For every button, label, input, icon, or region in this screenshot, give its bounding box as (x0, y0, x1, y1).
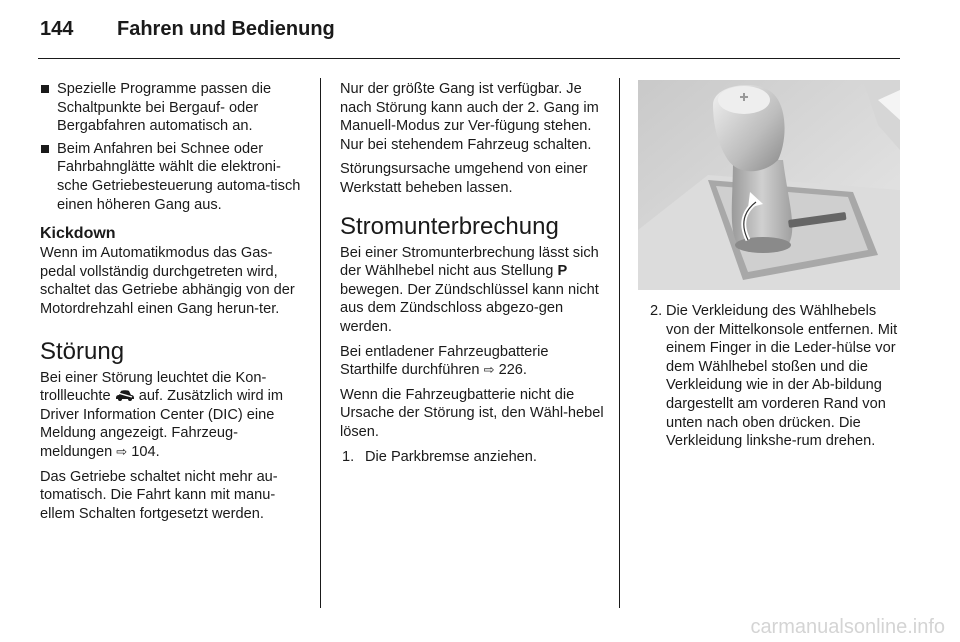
step-item (638, 302, 900, 451)
page-number: 144 (40, 18, 74, 40)
page-reference: 104. (131, 443, 160, 460)
chapter-title: Fahren und Bedienung (117, 18, 335, 40)
bullet-list (40, 80, 306, 214)
bullet-item (40, 80, 306, 136)
stoerung-heading: Störung (40, 337, 125, 365)
strom-text-b: bewegen. Der Zündschlüssel kann nicht aus dem Zündschloss abgezo-gen werden. (340, 281, 599, 335)
bullet-item (40, 140, 306, 214)
paragraph-workshop: Störungsursache umgehend von einer Werkstatt beheben lassen. (340, 161, 588, 196)
step-number: 1. (342, 448, 355, 465)
column-1 (40, 80, 306, 529)
strom-paragraph-2 (340, 343, 606, 380)
step-text: Die Verkleidung des Wählhebels von der Mittelkonsole entfernen. Mit einem Finger in die Leder-hülse vor dem Wählhebel stoßen und die Verkleidung wie in der Ab-bildung dargestellt am vorderen Rand von unten nach oben drücken. Die Verkleidung linkshe-rum drehen. (666, 303, 898, 450)
step-item (340, 448, 606, 467)
stoerung-text-a: Bei einer Störung leuchtet die Kon-trollleuchte (40, 369, 267, 405)
bullet-square-icon (41, 85, 49, 93)
column-3 (638, 80, 900, 451)
column-2 (340, 80, 606, 466)
gear-p-label: P (557, 263, 568, 280)
strom-paragraph-1 (340, 244, 606, 337)
bullet-text: Spezielle Programme passen die Schaltpunkte bei Bergauf- oder Bergabfahren automatisch an. (57, 81, 272, 135)
gear-selector-photo (638, 80, 900, 290)
bullet-text: Beim Anfahren bei Schnee oder Fahrbahnglätte wählt die elektroni-sche Getriebesteuerung automa-tisch einen höheren Gang aus. (57, 140, 301, 213)
column-divider-right (619, 78, 620, 608)
kickdown-heading: Kickdown (40, 225, 116, 243)
stoerung-paragraph-2: Das Getriebe schaltet nicht mehr au-tomatisch. Die Fahrt kann mit manu-ellem Schalten fortgesetzt werden. (40, 468, 278, 522)
stromunterbrechung-heading: Stromunterbrechung (340, 212, 559, 240)
strom-paragraph-3: Wenn die Fahrzeugbatterie nicht die Ursache der Störung ist, den Wähl-hebel lösen. (340, 386, 604, 440)
strom-text-a: Bei einer Stromunterbrechung lässt sich der Wählhebel nicht aus Stellung (340, 244, 599, 280)
paragraph-largest-gear: Nur der größte Gang ist verfügbar. Je nach Störung kann auch der 2. Gang im Manuell-Modus zur Ver-fügung stehen. Nur bei stehendem Fahrzeug schalten. (340, 81, 599, 153)
column-divider-left (320, 78, 321, 608)
stoerung-text-b: auf. Zusätzlich wird im Driver Information Center (DIC) eine Meldung angezeigt. Fahrzeug-meldungen (40, 388, 284, 460)
stoerung-paragraph-1 (40, 369, 306, 462)
cross-reference-arrow-icon: ⇨ (116, 443, 128, 459)
step-text: Die Parkbremse anziehen. (365, 448, 537, 465)
cross-reference-arrow-icon: ⇨ (483, 362, 495, 378)
bullet-square-icon (41, 145, 49, 153)
strom-text-jumpstart: Bei entladener Fahrzeugbatterie Starthilfe durchführen (340, 343, 549, 379)
header-rule (38, 58, 900, 59)
page-reference: 226. (498, 362, 527, 379)
step-number: 2. (650, 303, 663, 319)
kickdown-text: Wenn im Automatikmodus das Gas-pedal vollständig durchgetreten wird, schaltet das Getriebe abhängig von der Motordrehzahl einen Gang herun-ter. (40, 245, 295, 317)
watermark: carmanualsonline.info (750, 616, 945, 638)
car-warning-icon (115, 389, 135, 402)
